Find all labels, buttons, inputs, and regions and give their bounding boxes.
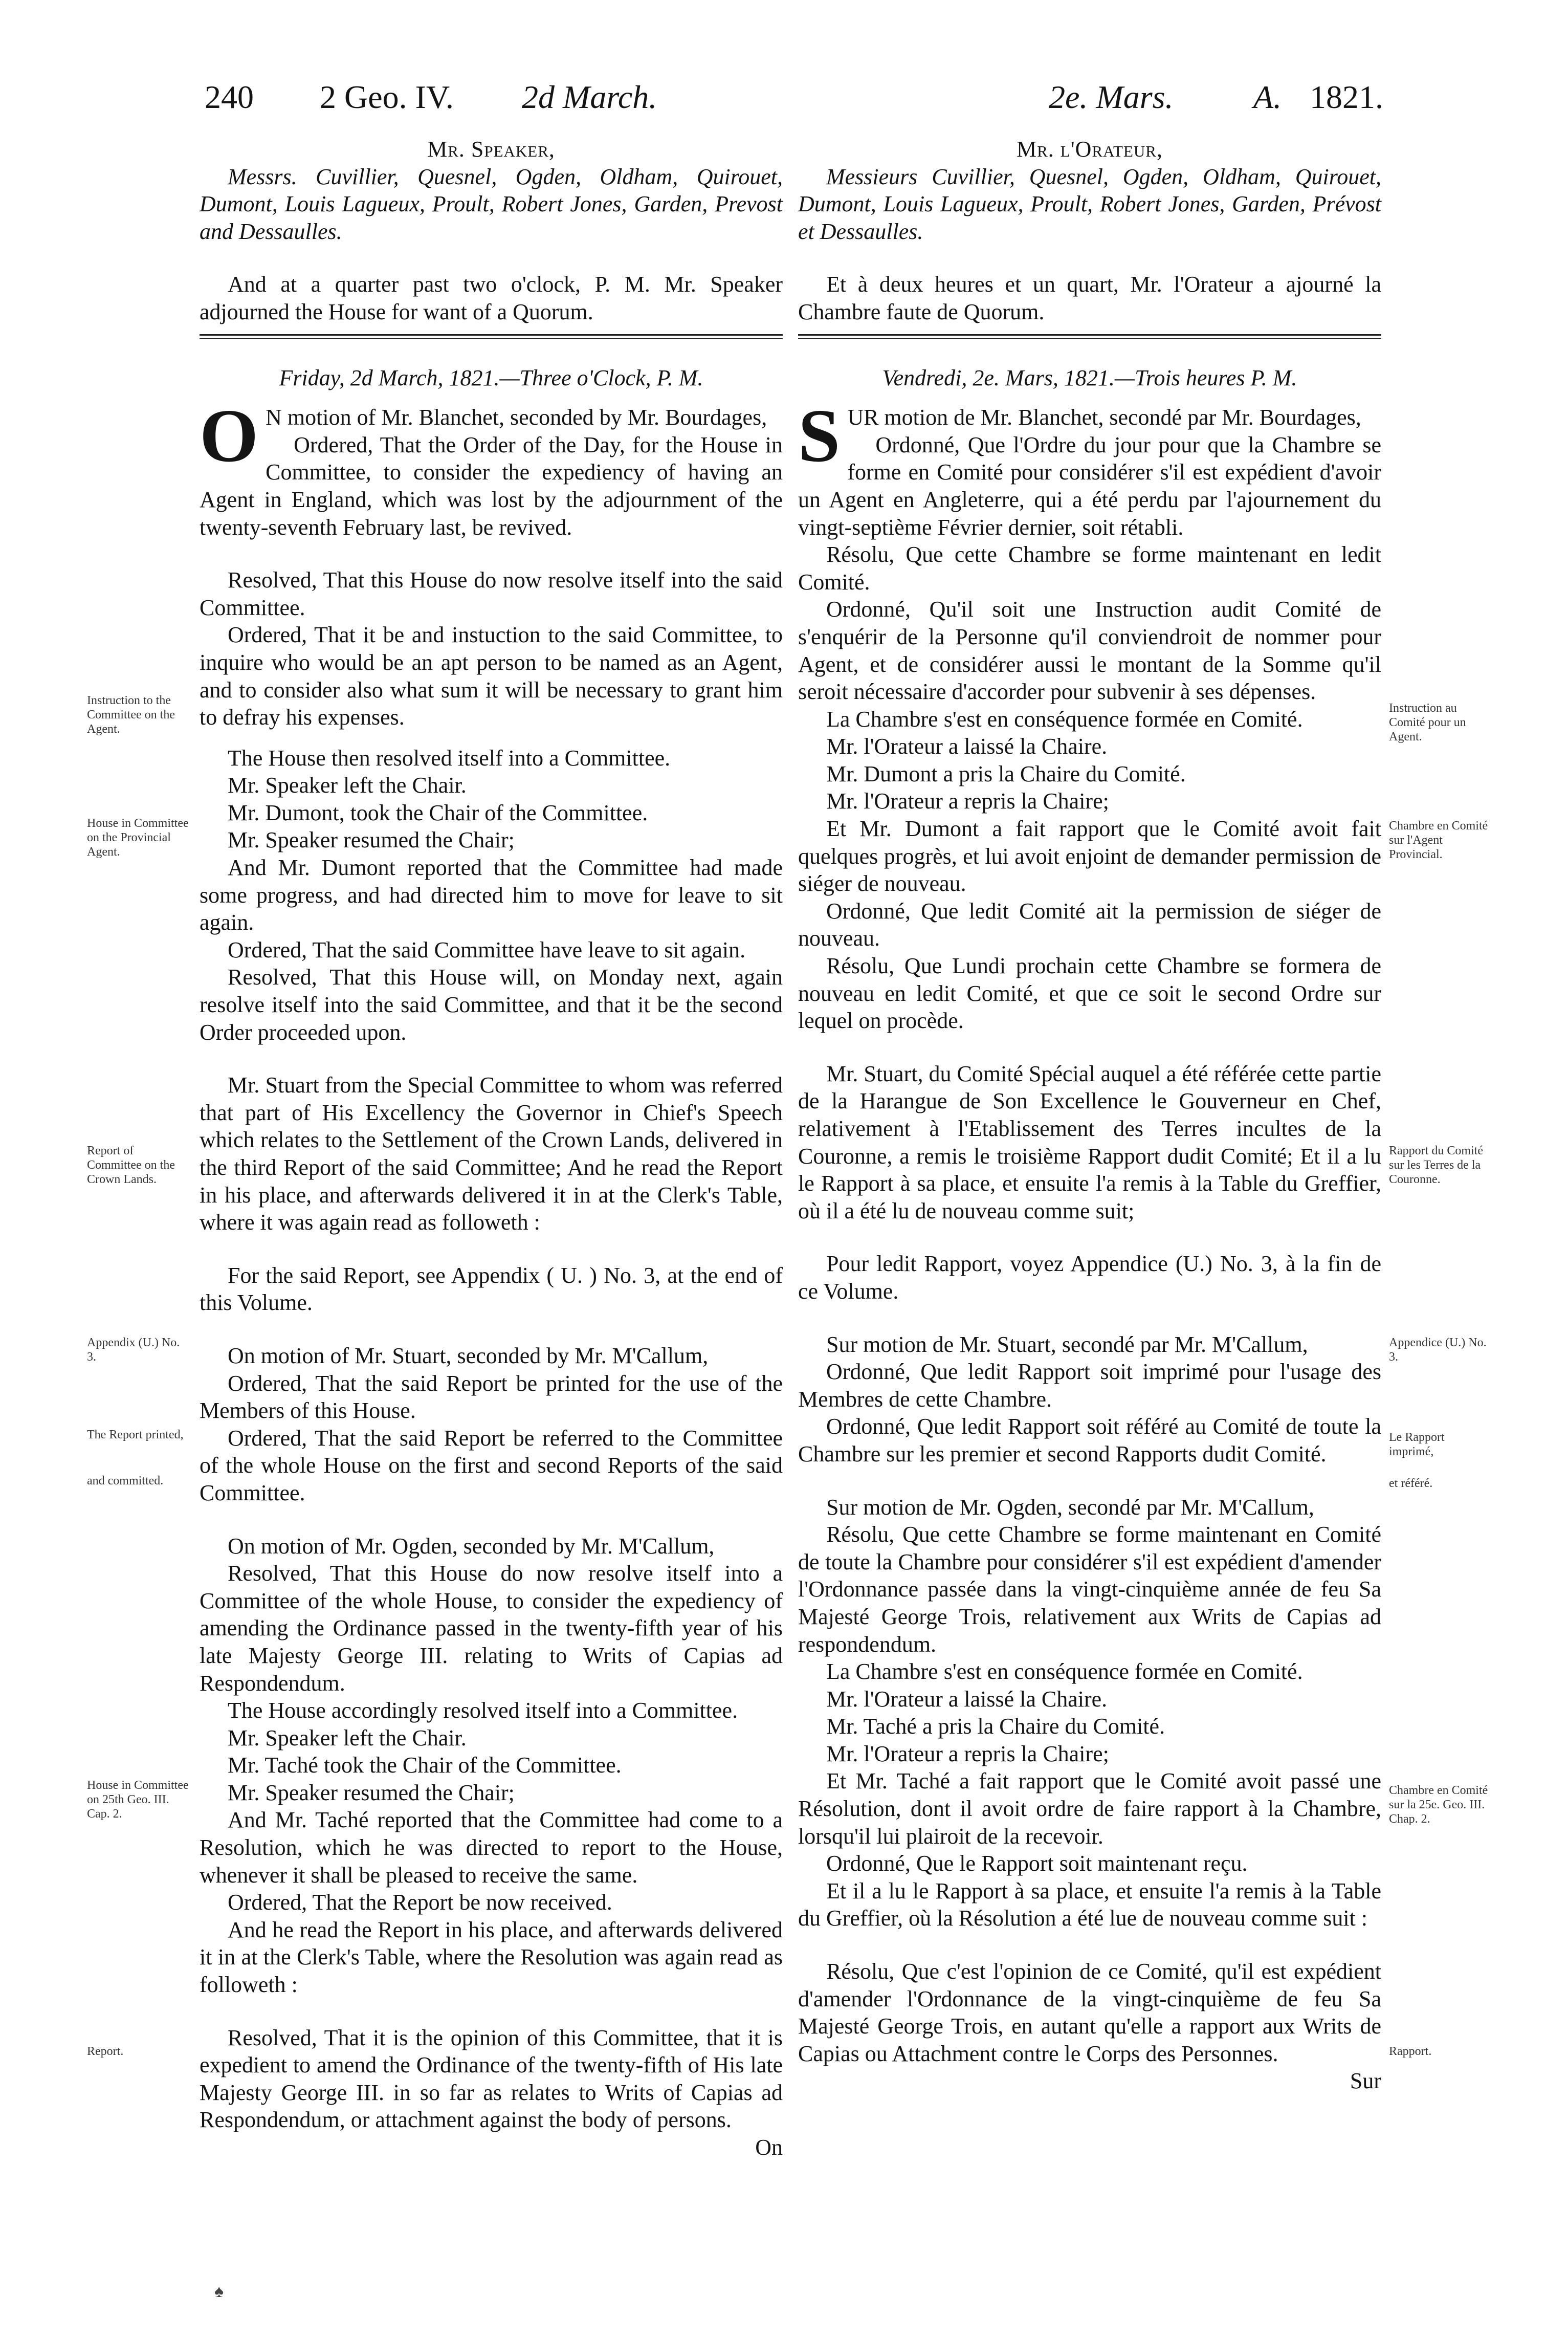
resolved-monday: Résolu, Que Lundi prochain cette Chambre se formera de nouveau en ledit Comité, et que ce soit le second Ordre sur lequel on procède. [798, 953, 1381, 1034]
english-column [200, 136, 783, 2161]
sitting-date: Vendredi, 2e. Mars, 1821.—Trois heures P. M. [882, 365, 1297, 390]
speaker-resumed: Mr. Speaker resumed the Chair; [228, 827, 515, 853]
resolution-text: Resolved, That it is the opinion of this Committee, that it is expedient to amend the Ordinance of the twenty-fifth of His late Majesty George III. in so far as relates to Writs of Capias ad Respondendum, or attachment against the body of persons. [200, 2025, 783, 2133]
margin-note-rapport: Rapport. [1389, 2045, 1432, 2058]
margin-note-appendix: Appendix (U.) No. 3. [87, 1336, 180, 1364]
speaker-resumed-2: Mr. l'Orateur a repris la Chaire; [826, 1741, 1109, 1766]
present-heading: Mr. Speaker, [427, 137, 555, 162]
dumont-chair: Mr. Dumont a pris la Chaire du Comité. [826, 761, 1186, 786]
margin-note-house-committee-agent: House in Committee on the Provincial Agent. [87, 817, 189, 859]
motion-ogden: On motion of Mr. Ogden, seconded by Mr. M'Callum, [228, 1533, 715, 1559]
house-resolved: La Chambre s'est en conséquence formée en Comité. [826, 706, 1303, 732]
ordered-printed: Ordonné, Que ledit Rapport soit imprimé pour l'usage des Membres de cette Chambre. [798, 1359, 1381, 1412]
present-heading: Mr. l'Orateur, [1016, 137, 1163, 162]
margin-note-instruction-fr: Instruction au Comité pour un Agent. [1389, 702, 1466, 743]
tache-chair: Mr. Taché took the Chair of the Committee. [228, 1753, 622, 1778]
section-rule [200, 334, 783, 336]
section-rule [798, 334, 1381, 336]
ordered-instruction: Ordonné, Qu'il soit une Instruction audit Comité de s'enquérir de la Personne qu'il conviendroit de nommer pour Agent, et de considérer aussi le montant de la Somme qu'il seroit nécessaire d'accorder pour subvenir à ses dépenses. [798, 597, 1381, 705]
year-prefix: A. [1253, 79, 1282, 115]
resolved-committee: Résolu, Que cette Chambre se forme maintenant en ledit Comité. [798, 542, 1381, 595]
dumont-chair: Mr. Dumont, took the Chair of the Committee. [228, 800, 648, 825]
motion-blanchet: SUR motion de Mr. Blanchet, secondé par Mr. Bourdages, [798, 394, 1361, 478]
ordered-leave: Ordered, That the said Committee have leave to sit again. [228, 937, 746, 962]
adjournment-text: Et à deux heures et un quart, Mr. l'Orateur a ajourné la Chambre faute de Quorum. [798, 272, 1381, 324]
speaker-left-2: Mr. Speaker left the Chair. [228, 1725, 467, 1751]
drop-cap: S [798, 394, 841, 478]
ordered-revive: Ordonné, Que l'Ordre du jour pour que la Chambre se forme en Comité pour considérer s'il est expédient d'avoir un Agent en Angleterre, qui a été perdu par l'ajournement du vingt-septième Février dernier, soit rétabli. [798, 432, 1381, 540]
ordered-leave: Ordonné, Que ledit Comité ait la permission de siéger de nouveau. [798, 898, 1381, 951]
stuart-report: Mr. Stuart from the Special Committee to whom was referred that part of His Excellency the Governor in Chief's Speech which relates to the Settlement of the Crown Lands, delivered in the third Report of the said Committee; And he read the Report in his place, and afterwards delivered it in at the Clerk's Table, where it was again read as followeth : [200, 1073, 783, 1235]
resolved-ordinance: Resolved, That this House do now resolve itself into a Committee of the whole House, to consider the expediency of amending the Ordinance passed in the twenty-fifth year of his late Majesty George III. relating to Writs of Capias ad Respondendum. [200, 1561, 783, 1696]
margin-note-printed: The Report printed, [87, 1428, 184, 1441]
ordered-received: Ordonné, Que le Rapport soit maintenant reçu. [826, 1851, 1248, 1876]
sitting-date: Friday, 2d March, 1821.—Three o'Clock, P. M. [279, 365, 703, 390]
dumont-reported: And Mr. Dumont reported that the Committee had made some progress, and had directed him to move for leave to sit again. [200, 855, 783, 935]
header-year: 1821. [1310, 79, 1383, 115]
motion-ogden: Sur motion de Mr. Ogden, secondé par Mr. M'Callum, [826, 1494, 1314, 1520]
ordered-received: Ordered, That the Report be now received. [228, 1890, 612, 1915]
members-list: Messieurs Cuvillier, Quesnel, Ogden, Oldham, Quirouet, Dumont, Louis Lagueux, Proult, Robert Jones, Garden, Prévost et Dessaulles. [798, 164, 1381, 244]
speaker-left: Mr. l'Orateur a laissé la Chaire. [826, 734, 1108, 759]
resolved-ordinance: Résolu, Que cette Chambre se forme maintenant en Comité de toute la Chambre pour considérer s'il est expédient d'amender l'Ordonnance passée dans la vingt-cinquième année de feu Sa Majesté George Trois, relativement aux Writs de Capias ad respondendum. [798, 1522, 1381, 1657]
section-rule-thin [200, 338, 783, 339]
margin-note-chambre-geo: Chambre en Comité sur la 25e. Geo. III. Chap. 2. [1389, 1784, 1488, 1826]
ordered-referred: Ordered, That the said Report be referred to the Committee of the whole House on the first and second Reports of the said Committee. [200, 1425, 783, 1505]
speaker-left: Mr. Speaker left the Chair. [228, 773, 467, 798]
ordered-printed: Ordered, That the said Report be printed for the use of the Members of this House. [200, 1370, 783, 1424]
resolved-monday: Resolved, That this House will, on Monday next, again resolve itself into the said Committee, and that it be the second Order proceeded upon. [200, 965, 783, 1045]
french-column [798, 136, 1381, 2095]
motion-blanchet: O N motion of Mr. Blanchet, seconded by Mr. Bourdages, [200, 394, 767, 478]
speaker-resumed-2: Mr. Speaker resumed the Chair; [228, 1780, 515, 1805]
catchword: Sur [1350, 2068, 1381, 2094]
margin-note-committed: and committed. [87, 1474, 164, 1487]
speaker-resumed: Mr. l'Orateur a repris la Chaire; [826, 789, 1109, 814]
resolution-text: Résolu, Que c'est l'opinion de ce Comité, qu'il est expédient d'amender l'Ordonnance de la vingt-cinquième de feu Sa Majesté George Trois, en autant qu'elle a rapport aux Writs de Capias ou Attachment contre le Corps des Personnes. [798, 1959, 1381, 2066]
margin-note-house-committee-geo: House in Committee on 25th Geo. III. Cap. 2. [87, 1779, 189, 1821]
read-report: And he read the Report in his place, and afterwards delivered it in at the Clerk's Table, where the Resolution was again read as followeth : [200, 1917, 783, 1998]
ordered-referred: Ordonné, Que ledit Rapport soit référé au Comité de toute la Chambre sur les premier et second Rapports dudit Comité. [798, 1414, 1381, 1467]
tache-chair: Mr. Taché a pris la Chaire du Comité. [826, 1714, 1165, 1739]
members-list: Messrs. Cuvillier, Quesnel, Ogden, Oldham, Quirouet, Dumont, Louis Lagueux, Proult, Robert Jones, Garden, Prevost and Dessaulles. [200, 164, 783, 244]
house-accordingly: La Chambre s'est en conséquence formée en Comité. [826, 1659, 1303, 1684]
dumont-reported: Et Mr. Dumont a fait rapport que le Comité avoit fait quelques progrès, et lui avoit enjoint de demander permission de siéger de nouveau. [798, 816, 1381, 896]
tache-reported: Et Mr. Taché a fait rapport que le Comité avoit passé une Résolution, dont il avoit ordre de faire rapport à la Chambre, lorsqu'il lui plairoit de la recevoir. [798, 1768, 1381, 1849]
ordered-instruction: Ordered, That it be and instuction to the said Committee, to inquire who would be an apt person to be named as an Agent, and to consider also what sum it will be necessary to grant him to defray his expenses. [200, 622, 783, 730]
header-date-french: 2e. Mars. [1049, 79, 1174, 115]
resolved-committee: Resolved, That this House do now resolve itself into the said Committee. [200, 567, 783, 620]
tache-reported: And Mr. Taché reported that the Committee had come to a Resolution, which he was directed to report to the House, whenever it shall be pleased to receive the same. [200, 1807, 783, 1888]
margin-note-instruction: Instruction to the Committee on the Agent. [87, 694, 175, 736]
speaker-left-2: Mr. l'Orateur a laissé la Chaire. [826, 1686, 1108, 1712]
margin-note-report: Report. [87, 2045, 124, 2058]
drop-cap: O [200, 394, 259, 478]
margin-note-imprime: Le Rapport imprimé, [1389, 1431, 1445, 1458]
printer-ornament: ♠ [214, 2282, 224, 2301]
ordered-revive: Ordered, That the Order of the Day, for the House in Committee, to consider the expediency of having an Agent in England, which was lost by the adjournment of the twenty-seventh February last, be revived. [200, 432, 783, 540]
section-rule-thin [798, 338, 1381, 339]
margin-note-report-crown-lands: Report of Committee on the Crown Lands. [87, 1144, 175, 1186]
margin-note-refere: et référé. [1389, 1477, 1433, 1490]
margin-note-appendice: Appendice (U.) No. 3. [1389, 1336, 1487, 1364]
header-date-english: 2d March. [522, 79, 657, 115]
reign-citation: 2 Geo. IV. [320, 79, 454, 115]
page-number: 240 [205, 79, 254, 115]
catchword: On [755, 2135, 783, 2160]
adjournment-text: And at a quarter past two o'clock, P. M. Mr. Speaker adjourned the House for want of a Quorum. [200, 272, 783, 324]
margin-note-chambre-agent: Chambre en Comité sur l'Agent Provincial. [1389, 819, 1488, 861]
motion-stuart: Sur motion de Mr. Stuart, secondé par Mr. M'Callum, [826, 1331, 1308, 1357]
motion-stuart: On motion of Mr. Stuart, seconded by Mr. M'Callum, [228, 1343, 709, 1368]
margin-note-rapport-terres: Rapport du Comité sur les Terres de la Couronne. [1389, 1144, 1483, 1186]
read-report: Et il a lu le Rapport à sa place, et ensuite l'a remis à la Table du Greffier, où la Résolution a été lue de nouveau comme suit : [798, 1878, 1381, 1931]
appendix-reference: For the said Report, see Appendix ( U. ) No. 3, at the end of this Volume. [200, 1262, 783, 1316]
stuart-report: Mr. Stuart, du Comité Spécial auquel a été référée cette partie de la Harangue de Son Excellence le Gouverneur en Chef, relativement à l'Etablissement des Terres incultes de la Couronne, a remis le troisième Rapport dudit Comité; Et il a lu le Rapport à sa place, et ensuite l'a remis à la Table du Greffier, où il a été lu de nouveau comme suit; [798, 1061, 1381, 1223]
house-accordingly: The House accordingly resolved itself into a Committee. [228, 1698, 738, 1723]
house-resolved: The House then resolved itself into a Committee. [228, 745, 671, 771]
appendix-reference: Pour ledit Rapport, voyez Appendice (U.) No. 3, à la fin de ce Volume. [798, 1251, 1381, 1304]
